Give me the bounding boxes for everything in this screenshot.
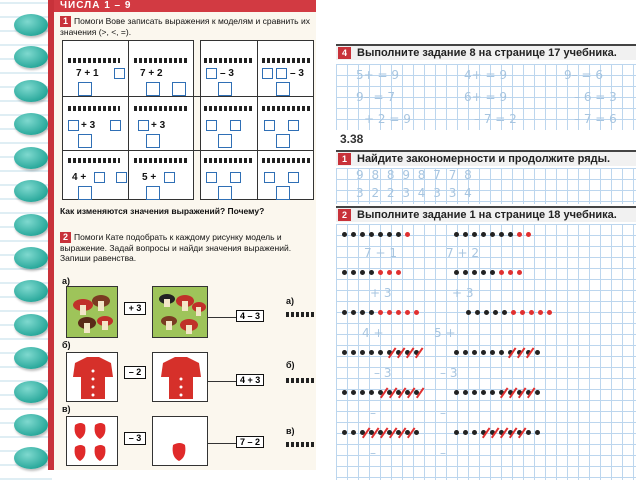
ring-icon — [14, 46, 48, 68]
handwriting: 7 + 1 — [364, 246, 397, 260]
answer-box[interactable] — [164, 172, 175, 183]
row-label: а) — [62, 276, 71, 286]
mushrooms-image — [152, 286, 208, 338]
textbook-page — [48, 0, 316, 470]
shirt-image — [66, 352, 118, 402]
dot-row — [466, 310, 552, 315]
mushroom-icon — [67, 287, 119, 339]
handwriting: – — [370, 406, 376, 420]
ring-icon — [14, 447, 48, 469]
answer-box[interactable] — [230, 120, 241, 131]
handwriting: – 6 = 3 — [574, 90, 617, 104]
answer-box[interactable] — [206, 172, 217, 183]
handwriting: – 3 — [374, 366, 392, 380]
ring-icon — [14, 113, 48, 135]
dot-row — [342, 270, 401, 275]
handwriting: 9– = 6 — [564, 68, 603, 82]
task-number: 1 — [60, 16, 71, 27]
ring-icon — [14, 147, 48, 169]
expression-chip[interactable]: 4 + 3 — [236, 374, 264, 386]
answer-box[interactable] — [262, 68, 273, 79]
answer-box[interactable] — [264, 120, 275, 131]
answer-box[interactable] — [78, 186, 92, 200]
expression: 7 + 2 — [140, 68, 163, 79]
strawberries-image — [66, 416, 118, 466]
expression: 5 + — [142, 172, 157, 183]
section-title: 3.38 — [340, 132, 364, 146]
bead-model — [204, 106, 252, 111]
strawberry-icon — [153, 417, 209, 467]
dot-row — [454, 390, 540, 395]
handwriting: 4 + — [362, 326, 384, 340]
answer-box[interactable] — [276, 82, 290, 96]
handwriting: 7 + 2 — [446, 246, 479, 260]
bead-model — [68, 106, 120, 111]
task1-text: Помоги Вове записать выражения к моделям и сравнить их значения (>, <, =). — [60, 16, 310, 37]
ring-icon — [14, 347, 48, 369]
task1-question: Как изменяются значения выражений? Почему? — [60, 206, 265, 216]
shirt-icon — [67, 353, 119, 403]
task2-instruction — [60, 232, 316, 263]
bead-model — [262, 58, 310, 63]
expression: – 3 — [220, 68, 234, 79]
task1-header — [336, 150, 636, 166]
bead-model — [262, 106, 310, 111]
expression: – 3 — [290, 68, 304, 79]
operation-box: – 3 — [124, 432, 146, 445]
row-label: б) — [62, 340, 71, 350]
handwriting: 5+ = 9 — [356, 68, 400, 82]
task-number: 1 — [338, 153, 351, 165]
answer-box[interactable] — [276, 186, 290, 200]
model-label: в) — [286, 426, 295, 436]
task-number: 2 — [338, 209, 351, 221]
answer-box[interactable] — [276, 68, 287, 79]
task2-header — [336, 206, 636, 222]
bead-model — [134, 158, 188, 163]
bead-model — [134, 106, 188, 111]
operation-box: + 3 — [124, 302, 146, 315]
operation-box: – 2 — [124, 366, 146, 379]
answer-box[interactable] — [146, 186, 160, 200]
handwriting: 5 + — [434, 326, 456, 340]
answer-box[interactable] — [218, 134, 232, 148]
handwriting: – 7 = 6 — [574, 112, 617, 126]
ring-icon — [14, 214, 48, 236]
task4-text: Выполните задание 8 на странице 17 учебника. — [357, 47, 617, 59]
model-label: а) — [286, 296, 295, 306]
answer-box[interactable] — [206, 68, 217, 79]
answer-box[interactable] — [276, 134, 290, 148]
bead-model — [134, 58, 188, 63]
strawberry-icon — [67, 417, 119, 467]
dot-row — [342, 232, 410, 237]
handwriting: + 3 — [370, 286, 392, 300]
handwriting: 9 8 8 9 8 7 7 8 — [356, 168, 474, 182]
bead-model — [262, 158, 310, 163]
expression: 7 + 1 — [76, 68, 99, 79]
expression: 4 + — [72, 172, 87, 183]
handwriting: 3 2 2 3 4 3 3 4 — [356, 186, 474, 200]
handwriting: – 3 — [440, 366, 458, 380]
answer-box[interactable] — [218, 82, 232, 96]
bead-model — [286, 312, 316, 317]
shirt-image — [152, 352, 208, 402]
ring-icon — [14, 247, 48, 269]
model-label: б) — [286, 360, 295, 370]
strawberries-image — [152, 416, 208, 466]
answer-box[interactable] — [172, 82, 186, 96]
answer-box[interactable] — [78, 82, 92, 96]
ring-icon — [14, 414, 48, 436]
row-label: в) — [62, 404, 71, 414]
handwriting: + 2 = 9 — [364, 112, 411, 126]
handwriting: 4+ = 9 — [464, 68, 508, 82]
shirt-icon — [153, 353, 209, 403]
answer-box[interactable] — [218, 186, 232, 200]
answer-box[interactable] — [206, 120, 217, 131]
handwriting: – 7 = 2 — [474, 112, 517, 126]
answer-box[interactable] — [288, 120, 299, 131]
task1-instruction — [60, 16, 316, 37]
answer-box[interactable] — [146, 134, 160, 148]
bead-model — [68, 58, 120, 63]
ring-icon — [14, 381, 48, 403]
bead-model — [68, 158, 120, 163]
task2-text: Помоги Кате подобрать к каждому рисунку модель и выражение. Задай вопросы и найди значения выражений. Запиши равенства. — [60, 232, 292, 263]
expression: + 3 — [81, 120, 96, 131]
dot-row — [342, 310, 419, 315]
task-number: 2 — [60, 232, 71, 243]
handwriting: – — [440, 446, 446, 460]
ring-icon — [14, 314, 48, 336]
bead-model — [204, 58, 252, 63]
ring-icon — [14, 180, 48, 202]
answer-box[interactable] — [114, 68, 125, 79]
dot-row — [454, 270, 522, 275]
task1-text: Найдите закономерности и продолжите ряды. — [357, 153, 611, 165]
workbook-page — [316, 0, 640, 480]
answer-box[interactable] — [110, 120, 121, 131]
ring-icon — [14, 14, 48, 36]
answer-box[interactable] — [78, 134, 92, 148]
handwriting: – — [370, 446, 376, 460]
handwriting: 6+ = 9 — [464, 90, 508, 104]
expression-chip[interactable]: 7 – 2 — [236, 436, 264, 448]
answer-box[interactable] — [68, 120, 79, 131]
ring-icon — [14, 80, 48, 102]
task2-text: Выполните задание 1 на странице 18 учебника. — [357, 209, 617, 221]
handwriting: + 3 — [452, 286, 474, 300]
answer-box[interactable] — [288, 172, 299, 183]
dot-row — [454, 232, 531, 237]
mushrooms-image — [66, 286, 118, 338]
task4-header — [336, 44, 636, 60]
bead-model — [286, 442, 316, 447]
expression-chip[interactable]: 4 – 3 — [236, 310, 264, 322]
handwriting: 9– = 7 — [356, 90, 395, 104]
bead-model — [204, 158, 252, 163]
bead-model — [286, 378, 316, 383]
answer-box[interactable] — [146, 82, 160, 96]
task-number: 4 — [338, 47, 351, 59]
page-header: ЧИСЛА 1 – 9 — [54, 0, 316, 12]
answer-box[interactable] — [264, 172, 275, 183]
answer-box[interactable] — [116, 172, 127, 183]
answer-box[interactable] — [230, 172, 241, 183]
ring-binding — [0, 0, 52, 480]
answer-box[interactable] — [138, 120, 149, 131]
mushroom-icon — [153, 287, 209, 339]
answer-box[interactable] — [94, 172, 105, 183]
handwriting: – — [440, 406, 446, 420]
ring-icon — [14, 280, 48, 302]
expression: + 3 — [151, 120, 166, 131]
